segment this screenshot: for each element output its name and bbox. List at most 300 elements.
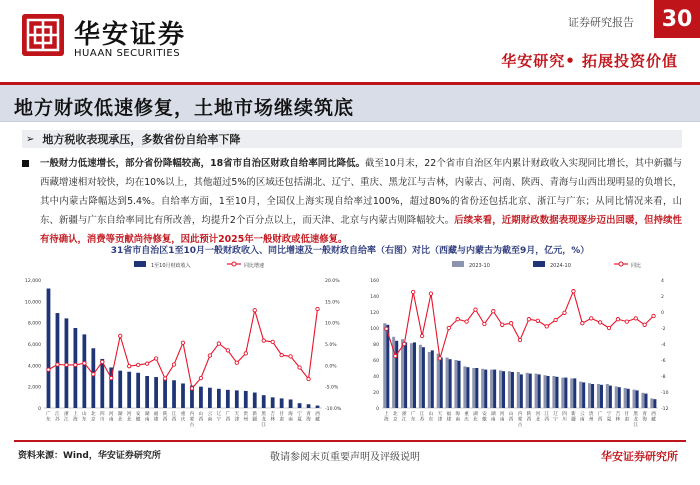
category-char: 四: [562, 412, 567, 417]
growth-point: [465, 320, 468, 323]
category-label: [190, 410, 195, 428]
category-label: [73, 410, 78, 423]
growth-point: [429, 292, 432, 295]
category-char: 川: [99, 417, 105, 423]
category-label: [163, 410, 168, 423]
growth-point: [509, 322, 512, 325]
category-char: 青: [306, 412, 311, 417]
growth-point: [616, 318, 619, 321]
bar-2023: [383, 323, 386, 408]
growth-point: [280, 353, 283, 356]
category-char: 藏: [651, 417, 656, 423]
paragraph-conclusion: 后续来看，近期财政数据表现逐步迈出回暖，但持续性有待确认，消费等贡献尚待修复，因此预计2025年一般财政或低速修复。: [40, 215, 682, 245]
growth-point: [447, 326, 450, 329]
category-char: 新: [571, 412, 576, 417]
category-char: 徽: [482, 417, 487, 423]
bar-revenue: [298, 403, 302, 408]
growth-point: [598, 321, 601, 324]
category-label: [509, 410, 514, 423]
category-char: 北: [91, 412, 96, 417]
growth-point: [119, 334, 122, 337]
category-char: 吉: [615, 412, 621, 417]
category-char: 东: [46, 417, 51, 423]
bar-2023: [481, 369, 484, 408]
category-char: 黑: [633, 412, 639, 417]
category-char: 江: [633, 423, 639, 428]
bar-2023: [535, 374, 538, 408]
category-char: 宁: [297, 412, 302, 417]
bar-2024: [520, 374, 523, 408]
bar-revenue: [145, 376, 149, 408]
y2-tick-label: -6: [661, 359, 666, 364]
category-char: 湖: [490, 412, 496, 417]
category-char: 湖: [144, 412, 150, 417]
footer-divider: [14, 440, 686, 442]
bar-revenue: [100, 359, 104, 408]
legend-marker-swatch: [232, 262, 236, 266]
category-char: 辽: [216, 412, 222, 417]
category-label: [473, 410, 478, 423]
category-label: [217, 410, 222, 423]
category-label: [571, 410, 576, 423]
growth-point: [394, 354, 397, 357]
bar-2023: [446, 358, 449, 408]
title-band: [0, 82, 700, 122]
footer-disclaimer: 敬请参阅末页重要声明及评级说明: [270, 452, 420, 463]
growth-point: [554, 318, 557, 321]
growth-point: [403, 342, 406, 345]
bar-2024: [475, 368, 478, 408]
category-char: 广: [597, 412, 603, 417]
category-char: 陕: [526, 412, 532, 417]
category-char: 苏: [55, 417, 60, 423]
category-char: 苏: [419, 417, 425, 423]
category-char: 西: [651, 412, 656, 417]
brand-name-en: HUAAN SECURITIES: [74, 48, 181, 59]
growth-point: [271, 340, 274, 343]
category-char: 西: [526, 417, 532, 423]
bar-revenue: [136, 373, 140, 408]
y-tick-label: 140: [370, 295, 379, 300]
category-char: 广: [46, 412, 51, 417]
category-char: 贵: [243, 412, 249, 417]
category-char: 黑: [261, 412, 267, 417]
square-bullet-icon: [22, 160, 29, 167]
y2-tick-label: 4: [661, 279, 664, 284]
legend-label: 2024-10: [550, 263, 571, 269]
category-label: [402, 410, 407, 423]
category-char: 西: [171, 417, 177, 423]
bar-2023: [490, 370, 493, 408]
growth-point: [163, 377, 166, 380]
category-char: 林: [270, 417, 275, 423]
category-char: 上: [73, 412, 78, 417]
bar-2023: [526, 373, 529, 408]
category-label: [446, 410, 451, 423]
category-char: 四: [99, 412, 105, 417]
category-char: 建: [153, 417, 159, 423]
category-label: [297, 410, 302, 423]
category-label: [438, 410, 443, 423]
y-tick-label: 60: [373, 359, 379, 364]
category-label: [127, 410, 132, 423]
category-label: [243, 410, 248, 423]
bar-revenue: [316, 406, 320, 408]
bar-2024: [413, 342, 416, 408]
body-paragraph: [22, 154, 682, 249]
category-char: 辽: [553, 412, 558, 417]
bar-2023: [499, 370, 502, 408]
growth-point: [500, 323, 503, 326]
category-char: 江: [64, 417, 69, 423]
category-char: 山: [82, 412, 87, 417]
paragraph-lead: 一般财力低速增长，部分省份降幅较高，18省市自治区财政自给率同比降低。: [40, 158, 366, 169]
growth-point: [652, 314, 655, 317]
bar-2024: [582, 382, 585, 408]
category-char: 甘: [624, 412, 630, 417]
category-char: 江: [401, 417, 407, 423]
growth-point: [172, 363, 175, 366]
self-sufficiency-chart-svg: [352, 258, 688, 438]
category-char: 河: [499, 412, 505, 417]
bar-2024: [422, 347, 425, 408]
y2-tick-label: -12: [661, 407, 669, 412]
growth-point: [190, 387, 193, 390]
category-char: 新: [252, 412, 258, 417]
category-label: [625, 410, 630, 423]
category-label: [536, 410, 541, 423]
category-label: [82, 410, 87, 423]
category-char: 浙: [64, 412, 69, 417]
growth-point: [127, 364, 130, 367]
growth-point: [145, 362, 148, 365]
y-tick-label: 4,000: [27, 364, 41, 370]
category-char: 建: [446, 417, 452, 423]
bar-2024: [484, 370, 487, 408]
category-char: 云: [207, 412, 213, 417]
bar-2023: [472, 368, 475, 408]
category-char: 广: [410, 412, 416, 417]
category-char: 吉: [270, 412, 275, 417]
y2-tick-label: 0.0%: [325, 364, 337, 370]
page-title: 地方财政低速修复，土地市场继续筑底: [14, 97, 355, 119]
bar-2024: [555, 377, 558, 408]
category-label: [384, 410, 389, 423]
bar-2024: [538, 374, 541, 408]
bar-2024: [395, 341, 398, 408]
growth-point: [527, 318, 530, 321]
category-label: [562, 410, 567, 423]
bar-2024: [511, 372, 514, 408]
growth-point: [74, 363, 77, 366]
bar-2024: [502, 371, 505, 408]
footer-source: 资料来源：Wind，华安证券研究所: [18, 451, 161, 461]
growth-point: [244, 352, 247, 355]
brand-name-cn: 华安证券: [74, 20, 187, 50]
bar-revenue: [154, 377, 158, 408]
y2-tick-label: 15.0%: [325, 300, 340, 306]
growth-point: [217, 342, 220, 345]
y-tick-label: 120: [370, 311, 379, 316]
bar-revenue: [199, 387, 203, 408]
bar-2023: [579, 382, 582, 408]
y-tick-label: 12,000: [24, 279, 41, 284]
bar-2024: [600, 385, 603, 408]
category-char: 古: [517, 423, 523, 428]
category-char: 南: [288, 417, 293, 423]
bar-revenue: [289, 399, 293, 408]
bar-2024: [431, 350, 434, 408]
bar-2023: [561, 378, 564, 408]
bar-2023: [463, 366, 466, 408]
category-char: 南: [490, 417, 496, 423]
category-char: 川: [562, 417, 567, 423]
y-tick-label: 20: [373, 391, 379, 396]
category-char: 肃: [279, 417, 284, 423]
category-label: [455, 410, 460, 423]
chart-legend: [134, 261, 264, 269]
bar-2023: [650, 398, 653, 408]
y2-tick-label: -8: [661, 375, 666, 380]
bar-2023: [401, 339, 404, 408]
category-label: [55, 410, 60, 423]
bar-2023: [508, 371, 511, 408]
y-tick-label: 2,000: [27, 385, 41, 391]
bar-2023: [597, 384, 600, 408]
category-char: 重: [180, 412, 186, 417]
y2-tick-label: 2: [661, 295, 664, 300]
growth-point: [110, 376, 113, 379]
category-char: 青: [642, 412, 647, 417]
category-char: 北: [393, 412, 398, 417]
y-tick-label: 8,000: [27, 321, 41, 327]
bar-revenue: [226, 390, 230, 408]
category-char: 福: [446, 412, 452, 417]
category-char: 夏: [297, 417, 302, 423]
category-char: 河: [108, 412, 114, 417]
bar-2023: [588, 383, 591, 408]
section-bullet: [22, 130, 682, 148]
growth-point: [101, 360, 104, 363]
legend-label: 同比: [631, 263, 642, 269]
paragraph-body: 截至10月末，22个省市自治区年内累计财政收入实现同比增长，其中新疆与西藏增速相对较快，均在10%以上，其他超过5%的区域还包括湖北、辽宁、重庆、黑龙江与吉林，内蒙古、河南、陕西、青海与山西出现明显的负增长，其中内蒙古降幅达到5.4%。自给率方面，1至10月，全国仅上海实现自给率过100%，超过80%的省份还包括北京、浙江与广东；从同比情况来看，山东、新疆与广东自给率同比有所改善，均提升2个百分点以上，而天津、北京与内蒙古则降幅较大。: [40, 158, 682, 226]
category-char: 北: [117, 417, 123, 423]
y2-tick-label: -10.0%: [325, 407, 342, 412]
category-char: 山: [508, 412, 514, 417]
growth-point: [518, 338, 521, 341]
category-label: [199, 410, 204, 423]
category-char: 海: [642, 417, 647, 423]
y2-tick-label: 10.0%: [325, 321, 340, 327]
category-char: 蒙: [189, 417, 195, 423]
growth-point: [56, 363, 59, 366]
chart-legend: [452, 261, 641, 269]
y2-tick-label: -5.0%: [325, 385, 339, 391]
legend-label: 2023-10: [469, 263, 490, 269]
bar-2024: [466, 367, 469, 408]
y2-tick-label: 5.0%: [325, 343, 337, 348]
growth-point: [492, 310, 495, 313]
category-label: [154, 410, 159, 423]
category-label: [518, 410, 523, 428]
self-sufficiency-chart: [352, 258, 688, 438]
growth-point: [385, 327, 388, 330]
legend-bar-swatch: [452, 261, 464, 267]
category-label: [136, 410, 141, 423]
growth-point: [65, 363, 68, 366]
revenue-chart-svg: [14, 258, 352, 438]
category-char: 广: [225, 412, 231, 417]
category-label: [607, 410, 612, 423]
category-char: 北: [126, 417, 132, 423]
category-label: [261, 410, 266, 428]
bar-2023: [552, 376, 555, 408]
bar-2024: [636, 390, 639, 408]
category-label: [527, 410, 532, 423]
category-char: 北: [535, 417, 541, 423]
growth-point: [625, 320, 628, 323]
bar-revenue: [172, 380, 176, 408]
category-char: 上: [384, 412, 389, 417]
category-char: 庆: [464, 417, 469, 423]
y2-tick-label: -2: [661, 327, 666, 332]
category-label: [118, 410, 123, 423]
category-char: 内: [517, 412, 523, 417]
bar-2023: [570, 378, 573, 408]
category-char: 湖: [473, 412, 478, 417]
bar-revenue: [307, 404, 311, 408]
category-char: 津: [437, 417, 443, 423]
category-label: [306, 410, 311, 423]
bar-2023: [428, 352, 431, 408]
category-label: [616, 410, 621, 423]
category-char: 疆: [252, 417, 258, 423]
bar-2023: [606, 384, 609, 408]
bar-2024: [644, 394, 647, 408]
growth-point: [607, 326, 610, 329]
category-char: 蒙: [517, 417, 523, 423]
category-label: [288, 410, 293, 423]
category-label: [270, 410, 275, 423]
legend-label: 1至10月财政收入: [151, 263, 191, 269]
bar-2023: [517, 372, 520, 408]
category-char: 北: [473, 417, 478, 423]
category-char: 南: [144, 417, 150, 423]
category-char: 陕: [162, 412, 168, 417]
category-label: [393, 410, 398, 423]
category-char: 江: [419, 412, 425, 417]
y2-tick-label: 20.0%: [325, 279, 340, 284]
category-char: 海: [384, 417, 389, 423]
category-label: [226, 410, 231, 423]
category-label: [544, 410, 549, 423]
category-label: [589, 410, 594, 423]
growth-point: [289, 355, 292, 358]
legend-bar-swatch: [134, 261, 146, 267]
category-char: 天: [437, 412, 443, 417]
revenue-chart: [14, 258, 352, 438]
category-char: 河: [126, 412, 132, 417]
bar-2024: [564, 378, 567, 408]
category-label: [46, 410, 51, 423]
category-char: 东: [82, 417, 87, 423]
category-char: 南: [580, 417, 585, 423]
content-area: [22, 130, 682, 249]
category-char: 江: [544, 412, 550, 417]
category-label: [651, 410, 656, 423]
category-char: 海: [455, 412, 460, 417]
category-label: [181, 410, 186, 423]
bar-2023: [633, 390, 636, 408]
growth-point: [420, 334, 423, 337]
category-label: [642, 410, 647, 423]
brand-slogan: 华安研究• 拓展投资价值: [501, 52, 678, 70]
category-char: 宁: [553, 417, 558, 423]
category-char: 南: [455, 417, 460, 423]
category-char: 甘: [279, 412, 284, 417]
category-char: 浙: [401, 412, 407, 417]
category-label: [279, 410, 284, 423]
arrow-bullet-icon: ➢: [26, 133, 35, 145]
category-char: 福: [153, 412, 159, 417]
growth-point: [572, 290, 575, 293]
bar-revenue: [280, 398, 284, 408]
category-char: 南: [108, 417, 114, 423]
growth-point: [581, 322, 584, 325]
bar-2023: [419, 345, 422, 408]
bar-revenue: [56, 313, 60, 408]
category-char: 龙: [633, 417, 639, 423]
growth-point: [643, 323, 646, 326]
bar-2024: [618, 387, 621, 408]
category-char: 山: [198, 412, 204, 417]
bar-2024: [457, 361, 460, 408]
category-label: [64, 410, 69, 423]
y-tick-label: 0: [38, 407, 41, 412]
growth-point: [438, 357, 441, 360]
bar-2023: [624, 388, 627, 408]
legend-label: 同比增速: [244, 263, 265, 269]
category-char: 山: [428, 412, 434, 417]
category-char: 贵: [588, 412, 594, 417]
bar-2024: [609, 386, 612, 408]
category-label: [252, 410, 257, 423]
category-char: 西: [508, 417, 514, 423]
growth-point: [226, 349, 229, 352]
category-char: 海: [306, 417, 311, 423]
category-char: 南: [499, 417, 505, 423]
category-char: 藏: [315, 417, 320, 423]
category-char: 夏: [606, 417, 612, 423]
growth-point: [483, 322, 486, 325]
bar-revenue: [82, 334, 86, 408]
bar-2023: [410, 343, 413, 408]
category-char: 西: [544, 417, 550, 423]
category-char: 京: [91, 417, 96, 423]
bar-2023: [454, 360, 457, 408]
growth-point: [307, 377, 310, 380]
category-label: [491, 410, 496, 423]
category-label: [500, 410, 505, 423]
bar-2023: [437, 354, 440, 408]
bar-revenue: [235, 390, 239, 408]
category-label: [633, 410, 638, 428]
growth-point: [136, 363, 139, 366]
category-char: 内: [189, 412, 195, 417]
bar-2024: [449, 359, 452, 408]
bar-2024: [547, 376, 550, 408]
growth-point: [253, 309, 256, 312]
